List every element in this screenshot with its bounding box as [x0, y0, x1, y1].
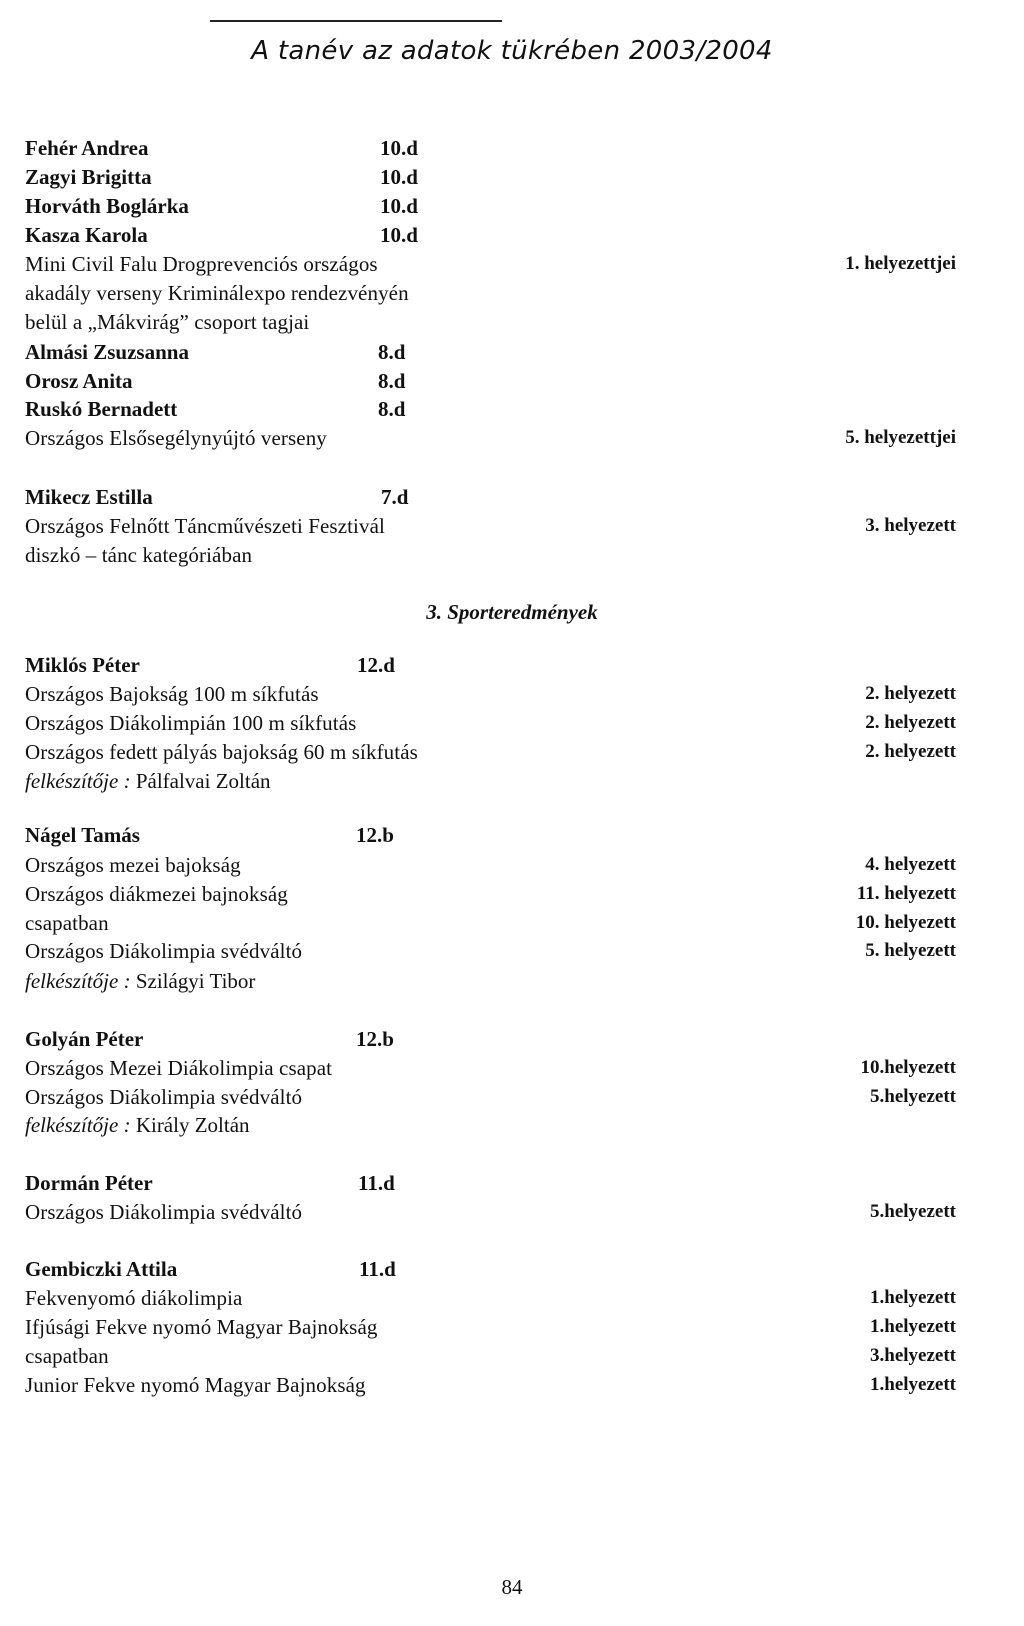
- competition-description: Országos mezei bajokság: [25, 853, 241, 877]
- competition-description: Országos diákmezei bajnokság: [25, 882, 288, 906]
- class-label: 10.d: [380, 223, 418, 247]
- section-heading: 3. Sporteredmények: [426, 600, 598, 624]
- result-row: [25, 1082, 999, 1112]
- coach-name: Király Zoltán: [135, 1113, 250, 1137]
- placement: 5.helyezett: [870, 1201, 956, 1222]
- placement: 1.helyezett: [870, 1287, 956, 1308]
- student-name: Mikecz Estilla: [25, 485, 153, 509]
- header-rule: [210, 20, 502, 22]
- result-row: [25, 540, 999, 570]
- student-row: [25, 394, 999, 424]
- result-row: [25, 1283, 999, 1313]
- result-row: [25, 1312, 999, 1342]
- result-row: [25, 511, 999, 541]
- result-row: [25, 1053, 999, 1083]
- student-name: Golyán Péter: [25, 1027, 144, 1051]
- student-row: [25, 366, 999, 396]
- competition-description: Országos Mezei Diákolimpia csapat: [25, 1056, 333, 1080]
- student-name: Almási Zsuzsanna: [25, 340, 189, 364]
- class-label: 10.d: [380, 165, 418, 189]
- competition-description: Junior Fekve nyomó Magyar Bajnokság: [25, 1373, 366, 1397]
- competition-description: Országos Diákolimpia svédváltó: [25, 939, 303, 963]
- placement: 4. helyezett: [865, 854, 956, 875]
- coach-line: [25, 966, 999, 996]
- result-row: [25, 307, 999, 337]
- student-name: Kasza Karola: [25, 223, 148, 247]
- placement: 11. helyezett: [856, 883, 956, 904]
- placement: 5.helyezett: [870, 1086, 956, 1107]
- placement: 5. helyezett: [865, 940, 956, 961]
- placement: 1.helyezett: [870, 1374, 956, 1395]
- placement: 5. helyezettjei: [845, 427, 956, 448]
- student-name: Nágel Tamás: [25, 823, 140, 847]
- competition-description: Mini Civil Falu Drogprevenciós országos: [25, 252, 378, 276]
- class-label: 12.b: [356, 1027, 394, 1051]
- class-label: 8.d: [378, 369, 406, 393]
- result-row: [25, 1197, 999, 1227]
- student-row: [25, 133, 999, 163]
- page-number: 84: [501, 1575, 523, 1599]
- result-row: [25, 908, 999, 938]
- competition-description: Országos Diákolimpián 100 m síkfutás: [25, 711, 357, 735]
- class-label: 10.d: [380, 194, 418, 218]
- placement: 2. helyezett: [865, 683, 956, 704]
- placement: 2. helyezett: [865, 741, 956, 762]
- class-label: 7.d: [381, 485, 409, 509]
- competition-description: akadály verseny Kriminálexpo rendezvényén: [25, 281, 409, 305]
- coach-line: [25, 766, 999, 796]
- class-label: 10.d: [380, 136, 418, 160]
- result-row: [25, 708, 999, 738]
- placement: 3.helyezett: [870, 1345, 956, 1366]
- class-label: 12.b: [356, 823, 394, 847]
- student-row: [25, 162, 999, 192]
- student-name: Horváth Boglárka: [25, 194, 189, 218]
- placement: 1. helyezettjei: [845, 253, 956, 274]
- competition-description: csapatban: [25, 1344, 109, 1368]
- competition-description: belül a „Mákvirág” csoport tagjai: [25, 310, 310, 334]
- result-row: [25, 1370, 999, 1400]
- student-name: Orosz Anita: [25, 369, 133, 393]
- competition-description: Országos Elsősegélynyújtó verseny: [25, 426, 327, 450]
- student-row: [25, 220, 999, 250]
- student-row: [25, 1024, 999, 1054]
- student-name: Miklós Péter: [25, 653, 140, 677]
- competition-description: Országos Diákolimpia svédváltó: [25, 1085, 303, 1109]
- student-name: Dormán Péter: [25, 1171, 153, 1195]
- student-row: [25, 191, 999, 221]
- student-name: Gembiczki Attila: [25, 1257, 178, 1281]
- result-row: [25, 679, 999, 709]
- competition-description: Országos Diákolimpia svédváltó: [25, 1200, 303, 1224]
- coach-separator: :: [118, 969, 136, 993]
- competition-description: Ifjúsági Fekve nyomó Magyar Bajnokság: [25, 1315, 378, 1339]
- student-row: [25, 1168, 999, 1198]
- competition-description: diszkó – tánc kategóriában: [25, 543, 253, 567]
- student-row: [25, 482, 999, 512]
- coach-label: felkészítője: [25, 1113, 119, 1137]
- student-name: Zagyi Brigitta: [25, 165, 152, 189]
- coach-label: felkészítője: [25, 769, 119, 793]
- placement: 10.helyezett: [860, 1057, 956, 1078]
- result-row: [25, 879, 999, 909]
- student-name: Ruskó Bernadett: [25, 397, 178, 421]
- placement: 3. helyezett: [865, 515, 956, 536]
- coach-name: Szilágyi Tibor: [135, 969, 256, 993]
- competition-description: Országos Bajokság 100 m síkfutás: [25, 682, 319, 706]
- competition-description: Országos fedett pályás bajokság 60 m síkfutás: [25, 740, 418, 764]
- coach-separator: :: [118, 1113, 136, 1137]
- placement: 1.helyezett: [870, 1316, 956, 1337]
- placement: 10. helyezett: [855, 912, 956, 933]
- coach-name: Pálfalvai Zoltán: [135, 769, 271, 793]
- competition-description: Fekvenyomó diákolimpia: [25, 1286, 243, 1310]
- coach-line: [25, 1110, 999, 1140]
- result-row: [25, 737, 999, 767]
- student-row: [25, 650, 999, 680]
- result-row: [25, 936, 999, 966]
- result-row: [25, 1341, 999, 1371]
- student-row: [25, 1254, 999, 1284]
- class-label: 8.d: [378, 397, 406, 421]
- result-row: [25, 850, 999, 880]
- competition-description: csapatban: [25, 911, 109, 935]
- class-label: 8.d: [378, 340, 406, 364]
- student-row: [25, 820, 999, 850]
- competition-description: Országos Felnőtt Táncművészeti Fesztivál: [25, 514, 385, 538]
- coach-separator: :: [118, 769, 136, 793]
- student-name: Fehér Andrea: [25, 136, 149, 160]
- class-label: 11.d: [359, 1257, 396, 1281]
- placement: 2. helyezett: [865, 712, 956, 733]
- result-row: [25, 278, 999, 308]
- class-label: 12.d: [357, 653, 395, 677]
- coach-label: felkészítője: [25, 969, 119, 993]
- page-header: A tanév az adatok tükrében 2003/2004: [251, 36, 773, 66]
- class-label: 11.d: [358, 1171, 395, 1195]
- student-row: [25, 337, 999, 367]
